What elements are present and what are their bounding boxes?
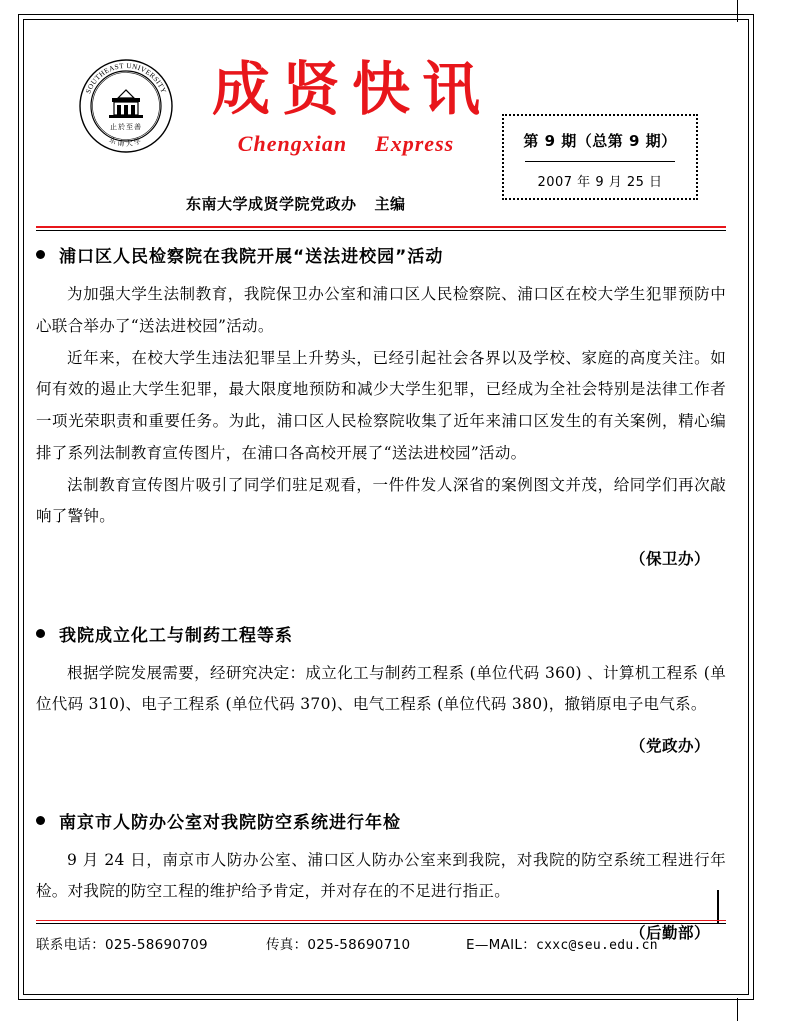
footer-email bbox=[466, 933, 726, 953]
article-3-paragraph-1: 9 月 24 日，南京市人防办公室、浦口区人防办公室来到我院，对我院的防空系统工程进行年检。对我院的防空工程的维护给予肯定，并对存在的不足进行指正。 bbox=[36, 851, 726, 901]
masthead-title bbox=[196, 56, 496, 157]
issue-number: 第 9 期（总第 9 期） bbox=[523, 132, 677, 150]
footer-phone bbox=[36, 933, 266, 953]
article-3-byline: （后勤部） bbox=[629, 924, 710, 943]
article-1 bbox=[36, 242, 726, 569]
article-1-paragraph-3: 法制教育宣传图片吸引了同学们驻足观看，一件件发人深省的案例图文并茂，给同学们再次敲响了警钟。 bbox=[36, 475, 726, 526]
masthead-rule-red bbox=[36, 226, 726, 228]
article-2-headline-text: 我院成立化工与制药工程等系 bbox=[59, 626, 293, 647]
article-2-byline: （党政办） bbox=[629, 737, 710, 756]
editor-line bbox=[186, 193, 406, 214]
university-seal-icon bbox=[78, 58, 174, 154]
svg-text:SOUTHEAST UNIVERSITY: SOUTHEAST UNIVERSITY bbox=[84, 61, 168, 95]
footer-email-label: E—MAIL： bbox=[466, 937, 537, 953]
newsletter-page bbox=[36, 30, 736, 990]
article-1-byline: （保卫办） bbox=[629, 550, 710, 569]
svg-text:东南大学: 东南大学 bbox=[107, 136, 145, 149]
article-2-paragraph-1: 根据学院发展需要，经研究决定：成立化工与制药工程系 (单位代码 360) 、计算机工程系 (单位代码 310)、电子工程系 (单位代码 370)、电气工程系 (单位代码 380)，撤销原电子电气系。 bbox=[36, 664, 726, 714]
article-spacer-1 bbox=[36, 595, 726, 621]
masthead bbox=[36, 30, 736, 230]
text-cursor bbox=[717, 890, 719, 924]
issue-info-box bbox=[502, 114, 698, 200]
article-spacer-2 bbox=[36, 782, 726, 808]
article-3-headline bbox=[36, 808, 726, 833]
article-2-headline bbox=[36, 621, 726, 646]
title-chinese: 成贤快讯 bbox=[211, 55, 492, 123]
editor-organization: 东南大学成贤学院党政办 bbox=[186, 195, 357, 213]
article-1-headline-text: 浦口区人民检察院在我院开展“送法进校园”活动 bbox=[59, 247, 444, 267]
title-english bbox=[196, 131, 496, 157]
article-2 bbox=[36, 621, 726, 756]
editor-role: 主编 bbox=[374, 195, 406, 213]
issue-date: 2007 年 9 月 25 日 bbox=[537, 175, 663, 190]
footer-phone-label: 联系电话： bbox=[36, 937, 105, 953]
article-1-headline bbox=[36, 242, 726, 267]
footer-fax-label: 传真： bbox=[266, 937, 308, 953]
footer-rule-red bbox=[36, 920, 726, 921]
bullet-icon bbox=[36, 250, 45, 259]
footer bbox=[36, 933, 726, 953]
masthead-rule-black bbox=[36, 230, 726, 231]
title-english-word2: Express bbox=[375, 130, 455, 156]
article-list bbox=[36, 242, 726, 969]
footer-phone-value: 025-58690709 bbox=[105, 937, 208, 953]
issue-divider bbox=[525, 161, 675, 162]
footer-email-value: cxxc@seu.edu.cn bbox=[536, 938, 658, 953]
bullet-icon bbox=[36, 816, 45, 825]
footer-rule-black bbox=[36, 923, 726, 924]
article-1-paragraph-1: 为加强大学生法制教育，我院保卫办公室和浦口区人民检察院、浦口区在校大学生犯罪预防中心联合举办了“送法进校园”活动。 bbox=[36, 285, 726, 335]
svg-text:止於至善: 止於至善 bbox=[110, 123, 142, 131]
registration-mark-top bbox=[737, 0, 738, 22]
footer-fax-value: 025-58690710 bbox=[307, 937, 411, 953]
article-1-paragraph-2: 近年来，在校大学生违法犯罪呈上升势头，已经引起社会各界以及学校、家庭的高度关注。如何有效的遏止大学生犯罪，最大限度地预防和减少大学生犯罪，已经成为全社会特别是法律工作者一项光荣职责和重要任务。为此，浦口区人民检察院收集了近年来浦口区发生的有关案例，精心编排了系列法制教育宣传图片，在浦口各高校开展了“送法进校园”活动。 bbox=[36, 348, 726, 462]
bullet-icon bbox=[36, 629, 45, 638]
title-english-word1: Chengxian bbox=[237, 130, 348, 156]
registration-mark-bottom bbox=[737, 998, 738, 1021]
footer-fax bbox=[266, 933, 466, 953]
article-3-headline-text: 南京市人防办公室对我院防空系统进行年检 bbox=[59, 813, 401, 834]
